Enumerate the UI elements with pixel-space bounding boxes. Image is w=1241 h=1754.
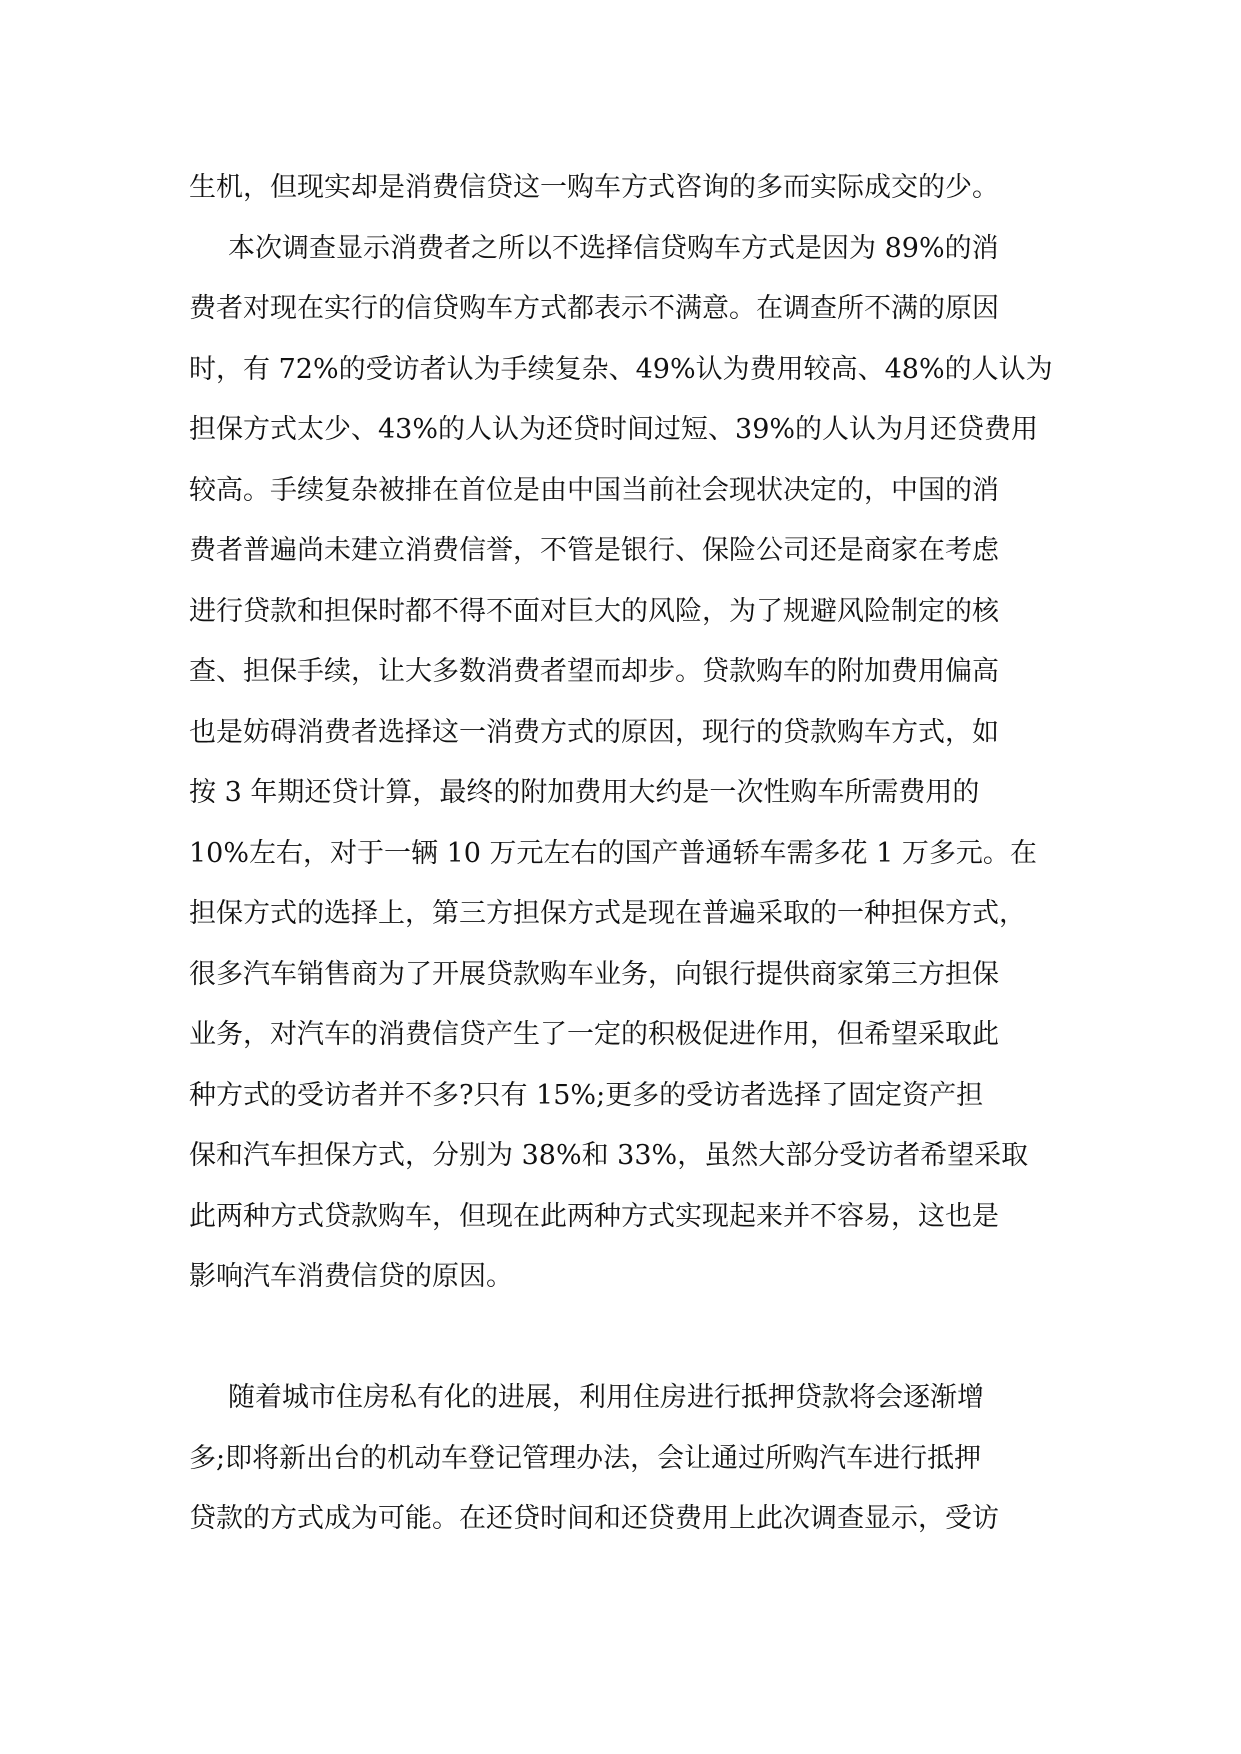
text-line: 影响汽车消费信贷的原因。 [189, 1261, 513, 1292]
text-line: 按 3 年期还贷计算，最终的附加费用大约是一次性购车所需费用的 [189, 777, 980, 808]
text-line: 也是妨碍消费者选择这一消费方式的原因，现行的贷款购车方式，如 [189, 716, 999, 748]
text-line [189, 1308, 1065, 1369]
text-line: 10%左右，对于一辆 10 万元左右的国产普通轿车需多花 1 万多元。在 [189, 837, 1037, 869]
text-line: 此两种方式贷款购车，但现在此两种方式实现起来并不容易，这也是 [189, 1200, 999, 1232]
text-line: 时，有 72%的受访者认为手续复杂、49%认为费用较高、48%的人认为 [189, 353, 1053, 385]
text-line: 种方式的受访者并不多?只有 15%;更多的受访者选择了固定资产担 [189, 1079, 984, 1111]
text-line: 担保方式太少、43%的人认为还贷时间过短、39%的人认为月还贷费用 [189, 414, 1039, 445]
document-body [189, 158, 1065, 1550]
text-line: 费者对现在实行的信贷购车方式都表示不满意。在调查所不满的原因 [189, 293, 999, 324]
text-line: 费者普遍尚未建立消费信誉，不管是银行、保险公司还是商家在考虑 [189, 535, 999, 566]
text-line: 随着城市住房私有化的进展，利用住房进行抵押贷款将会逐渐增 [228, 1382, 984, 1413]
text-line: 进行贷款和担保时都不得不面对巨大的风险，为了规避风险制定的核 [189, 595, 999, 627]
paragraph [189, 219, 1065, 1369]
text-line: 业务，对汽车的消费信贷产生了一定的积极促进作用，但希望采取此 [189, 1019, 999, 1050]
paragraph [189, 1368, 1065, 1550]
paragraph [189, 158, 1065, 219]
text-line: 担保方式的选择上，第三方担保方式是现在普遍采取的一种担保方式， [189, 898, 1026, 929]
text-line: 生机，但现实却是消费信贷这一购车方式咨询的多而实际成交的少。 [189, 172, 999, 203]
text-line: 本次调查显示消费者之所以不选择信贷购车方式是因为 89%的消 [228, 232, 999, 264]
text-line: 贷款的方式成为可能。在还贷时间和还贷费用上此次调查显示，受访 [189, 1503, 999, 1534]
text-line: 查、担保手续，让大多数消费者望而却步。贷款购车的附加费用偏高 [189, 656, 999, 687]
text-line: 保和汽车担保方式，分别为 38%和 33%，虽然大部分受访者希望采取 [189, 1140, 1029, 1171]
text-line: 多;即将新出台的机动车登记管理办法，会让通过所购汽车进行抵押 [189, 1442, 982, 1474]
text-line: 很多汽车销售商为了开展贷款购车业务，向银行提供商家第三方担保 [189, 958, 999, 990]
text-line: 较高。手续复杂被排在首位是由中国当前社会现状决定的，中国的消 [189, 474, 999, 506]
